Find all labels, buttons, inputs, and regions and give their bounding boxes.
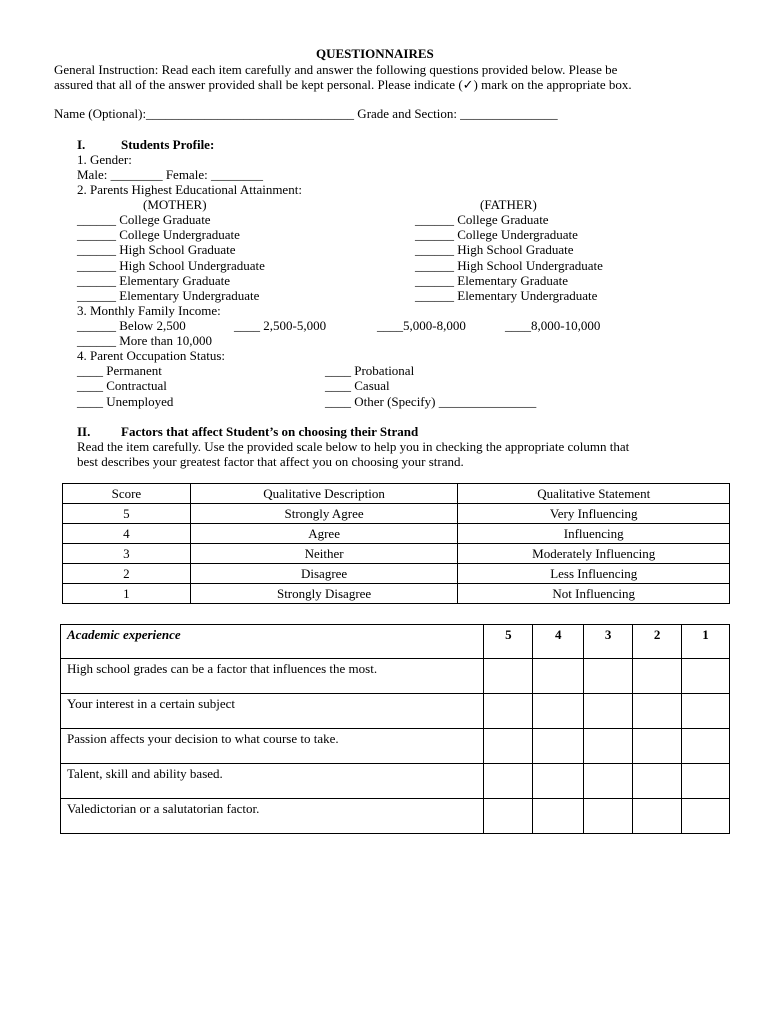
mother-option[interactable]: ______ Elementary Undergraduate: [77, 288, 260, 303]
score-header: 1: [682, 625, 730, 659]
table-row: [63, 544, 730, 564]
section-2-desc-line-1: Read the item carefully. Use the provided scale below to help you in checking the appropriate column that: [77, 439, 630, 454]
occupation-option[interactable]: ____ Casual: [325, 378, 390, 393]
question-gender: 1. Gender:: [77, 152, 132, 167]
rating-checkbox[interactable]: [584, 729, 633, 764]
rating-checkbox[interactable]: [584, 659, 633, 694]
occupation-option[interactable]: ____ Contractual: [77, 378, 167, 393]
mother-option[interactable]: ______ Elementary Graduate: [77, 273, 231, 288]
scale-cell: 1: [63, 584, 191, 604]
table-row: [61, 625, 730, 659]
scale-cell: Disagree: [190, 564, 458, 584]
rating-checkbox[interactable]: [682, 799, 730, 834]
rating-item: Passion affects your decision to what course to take.: [61, 729, 484, 764]
scale-cell: Influencing: [458, 524, 730, 544]
rating-checkbox[interactable]: [682, 729, 730, 764]
table-row: [61, 764, 730, 799]
rating-checkbox[interactable]: [584, 799, 633, 834]
father-option[interactable]: ______ High School Graduate: [415, 242, 574, 257]
scale-header: Score: [63, 484, 191, 504]
income-option[interactable]: ____ 2,500-5,000: [234, 318, 327, 333]
rating-checkbox[interactable]: [633, 799, 682, 834]
scale-header: Qualitative Description: [190, 484, 458, 504]
score-header: 4: [533, 625, 584, 659]
rating-checkbox[interactable]: [682, 764, 730, 799]
rating-checkbox[interactable]: [682, 659, 730, 694]
mother-option[interactable]: ______ High School Undergraduate: [77, 258, 265, 273]
father-option[interactable]: ______ Elementary Undergraduate: [415, 288, 598, 303]
income-option[interactable]: ____5,000-8,000: [377, 318, 466, 333]
scale-cell: 2: [63, 564, 191, 584]
rating-checkbox[interactable]: [484, 659, 533, 694]
table-row: [63, 564, 730, 584]
question-income: 3. Monthly Family Income:: [77, 303, 221, 318]
table-row: [61, 694, 730, 729]
rating-checkbox[interactable]: [533, 729, 584, 764]
rating-item: Your interest in a certain subject: [61, 694, 484, 729]
score-header: 3: [584, 625, 633, 659]
table-row: [63, 524, 730, 544]
rating-checkbox[interactable]: [484, 694, 533, 729]
table-row: [61, 799, 730, 834]
scale-cell: Very Influencing: [458, 504, 730, 524]
gender-answer-line[interactable]: Male: ________ Female: ________: [77, 167, 263, 182]
scale-cell: Strongly Agree: [190, 504, 458, 524]
father-option[interactable]: ______ College Undergraduate: [415, 227, 578, 242]
section-2-number: II.: [77, 424, 91, 439]
score-header: 5: [484, 625, 533, 659]
rating-item: High school grades can be a factor that influences the most.: [61, 659, 484, 694]
rating-checkbox[interactable]: [584, 694, 633, 729]
section-1-heading: Students Profile:: [121, 137, 215, 152]
scale-cell: Not Influencing: [458, 584, 730, 604]
scale-table: [62, 483, 730, 604]
father-option[interactable]: ______ High School Undergraduate: [415, 258, 603, 273]
mother-option[interactable]: ______ College Undergraduate: [77, 227, 240, 242]
section-1-number: I.: [77, 137, 86, 152]
instruction-line-1: General Instruction: Read each item carefully and answer the following questions provided below. Please be: [54, 62, 618, 77]
scale-cell: Moderately Influencing: [458, 544, 730, 564]
scale-cell: Agree: [190, 524, 458, 544]
occupation-option[interactable]: ____ Unemployed: [77, 394, 174, 409]
income-option[interactable]: ______ Below 2,500: [77, 318, 186, 333]
rating-checkbox[interactable]: [533, 694, 584, 729]
scale-cell: 3: [63, 544, 191, 564]
scale-header: Qualitative Statement: [458, 484, 730, 504]
rating-checkbox[interactable]: [584, 764, 633, 799]
question-occupation: 4. Parent Occupation Status:: [77, 348, 226, 363]
scale-cell: Neither: [190, 544, 458, 564]
rating-checkbox[interactable]: [633, 729, 682, 764]
scale-cell: 4: [63, 524, 191, 544]
father-option[interactable]: ______ Elementary Graduate: [415, 273, 569, 288]
instruction-line-2: assured that all of the answer provided shall be kept personal. Please indicate (✓) mark on the appropriate box.: [54, 77, 632, 92]
table-row: [63, 504, 730, 524]
scale-cell: Strongly Disagree: [190, 584, 458, 604]
income-option[interactable]: ____8,000-10,000: [505, 318, 601, 333]
father-option[interactable]: ______ College Graduate: [415, 212, 549, 227]
table-row: [63, 484, 730, 504]
rating-checkbox[interactable]: [484, 764, 533, 799]
rating-checkbox[interactable]: [533, 764, 584, 799]
table-row: [63, 584, 730, 604]
rating-checkbox[interactable]: [484, 729, 533, 764]
section-2-heading: Factors that affect Student’s on choosing their Strand: [121, 424, 419, 439]
table-row: [61, 659, 730, 694]
rating-item: Talent, skill and ability based.: [61, 764, 484, 799]
rating-checkbox[interactable]: [682, 694, 730, 729]
rating-item: Valedictorian or a salutatorian factor.: [61, 799, 484, 834]
rating-table: [60, 624, 730, 834]
scale-cell: 5: [63, 504, 191, 524]
rating-checkbox[interactable]: [533, 799, 584, 834]
table-row: [61, 729, 730, 764]
rating-checkbox[interactable]: [484, 799, 533, 834]
scale-cell: Less Influencing: [458, 564, 730, 584]
rating-checkbox[interactable]: [633, 659, 682, 694]
question-education: 2. Parents Highest Educational Attainment:: [77, 182, 302, 197]
occupation-option[interactable]: ____ Other (Specify) _______________: [325, 394, 537, 409]
section-2-desc-line-2: best describes your greatest factor that affect you on choosing your strand.: [77, 454, 464, 469]
rating-checkbox[interactable]: [633, 694, 682, 729]
page-title: QUESTIONNAIRES: [316, 46, 434, 61]
income-option[interactable]: ______ More than 10,000: [77, 333, 213, 348]
rating-checkbox[interactable]: [633, 764, 682, 799]
mother-option[interactable]: ______ High School Graduate: [77, 242, 236, 257]
mother-label: (MOTHER): [143, 197, 207, 212]
category-label: Academic experience: [61, 625, 484, 659]
score-header: 2: [633, 625, 682, 659]
rating-checkbox[interactable]: [533, 659, 584, 694]
father-label: (FATHER): [480, 197, 537, 212]
mother-option[interactable]: ______ College Graduate: [77, 212, 211, 227]
occupation-option[interactable]: ____ Probational: [325, 363, 415, 378]
occupation-option[interactable]: ____ Permanent: [77, 363, 162, 378]
name-grade-line[interactable]: Name (Optional):________________________________ Grade and Section: _______________: [54, 106, 558, 121]
